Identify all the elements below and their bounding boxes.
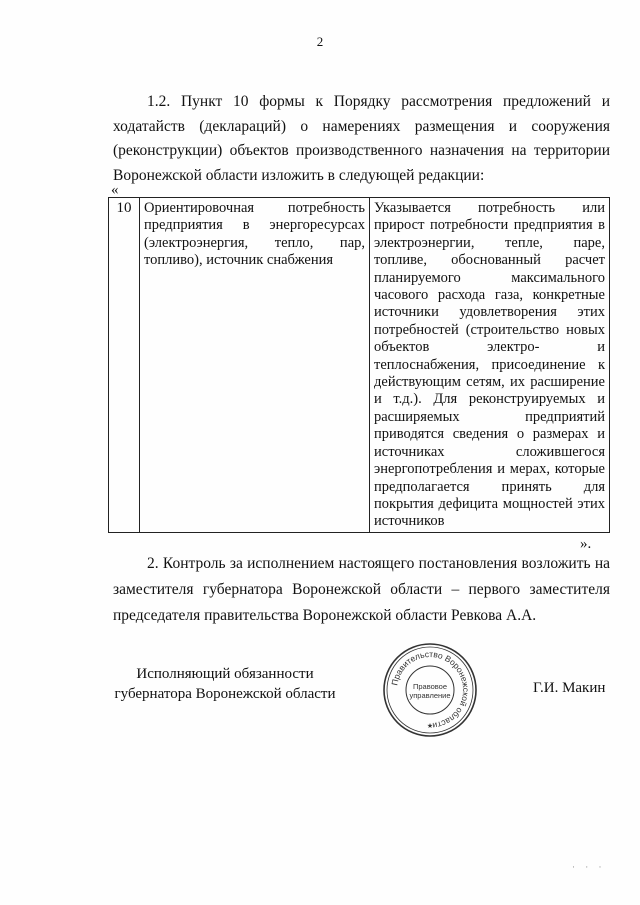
signature-title-line-1: Исполняющий обязанности <box>136 666 314 682</box>
stamp-center-line-1: Правовое <box>412 682 448 691</box>
table-row <box>109 198 610 533</box>
official-stamp <box>380 640 480 740</box>
signer-name: Г.И. Макин <box>533 680 606 696</box>
stamp-center-line-2: управление <box>409 691 451 700</box>
page-number: 2 <box>316 34 324 49</box>
clause-2: 2. Контроль за исполнением настоящего постановления возложить на заместителя губернатора Воронежской области – первого заместителя председателя правительства Воронежской области Ревкова А.А. <box>113 555 610 624</box>
signature-title <box>100 664 350 704</box>
corner-mark: · · · <box>572 862 606 872</box>
stamp-star-icon: ★ <box>426 722 434 730</box>
signature-title-line-2: губернатора Воронежской области <box>114 686 336 702</box>
item-description-cell: Указывается потребность или прирост потребности предприятия в электроэнергии, тепле, паре, топливе, обоснованный расчет планируемого максимального часового расхода газа, конкретные источники удовлетворения этих потребностей (строительство новых объектов электро- и теплоснабжения, присоединение к действующим сетям, их расширение и т.д.). Для реконструируемых и расширяемых предприятий приводятся сведения о размерах и источниках сложившегося энергопотребления и мерах, которые предполагается принять для покрытия дефицита мощностей этих источников <box>370 198 610 533</box>
stamp-ring-text: Правительство Воронежской области <box>389 648 472 731</box>
item-name-cell: Ориентировочная потребность предприятия в энергоресурсах (электроэнергия, тепло, пар, топливо), источник снабжения <box>140 198 370 533</box>
opening-quote: « <box>111 182 119 198</box>
closing-quote: ». <box>580 536 592 552</box>
amendment-table <box>108 197 610 533</box>
row-number-cell: 10 <box>109 198 140 533</box>
stamp-seal-icon <box>380 640 480 740</box>
clause-1-2: 1.2. Пункт 10 формы к Порядку рассмотрения предложений и ходатайств (деклараций) о намерениях размещения и сооружения (реконструкции) объектов производственного назначения на территории Воронежской области изложить в следующей редакции: <box>113 93 610 184</box>
